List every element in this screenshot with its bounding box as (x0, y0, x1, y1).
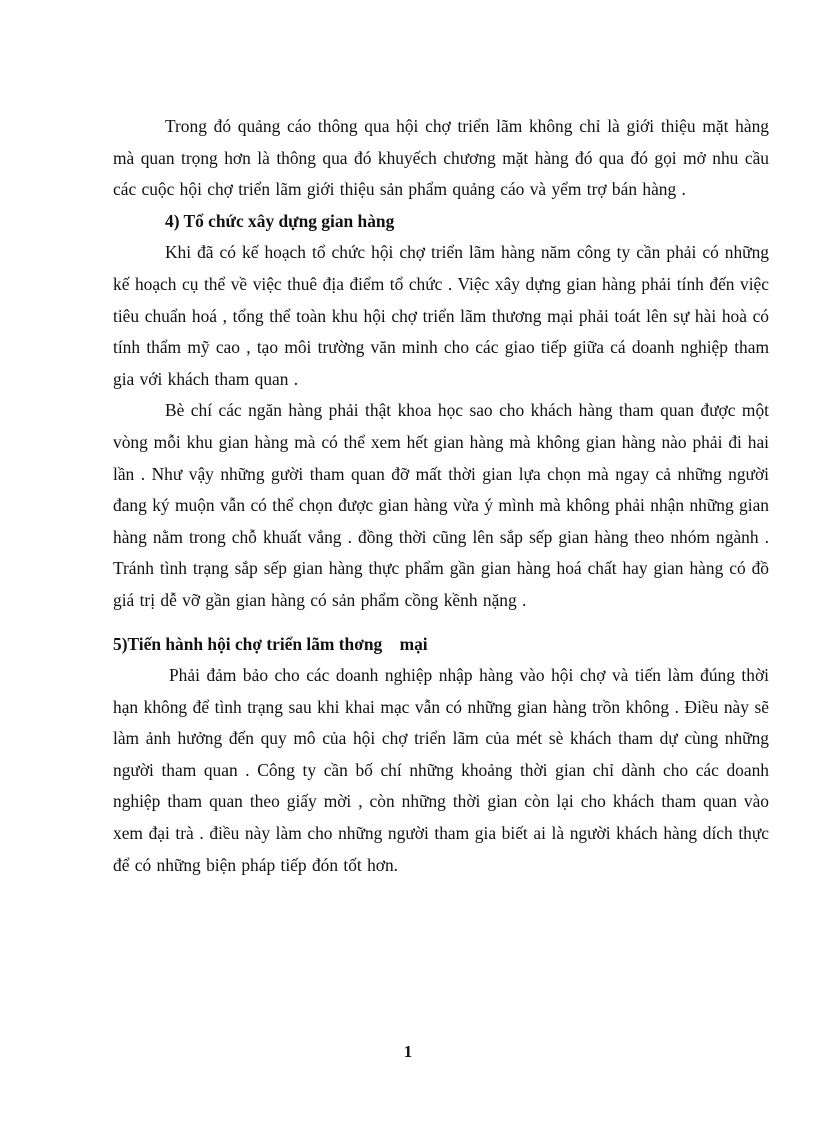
section-spacer (113, 617, 769, 629)
paragraph-booth-planning: Khi đã có kế hoạch tổ chức hội chợ triển lãm hàng năm công ty cần phải có những kế hoạch cụ thể về việc thuê địa điểm tổ chức . Việc xây dựng gian hàng phải tính đến việc tiêu chuẩn hoá , tổng thể toàn khu hội chợ triển lãm thương mại phải toát lên sự hài hoà có tính thẩm mỹ cao , tạo môi trường văn minh cho các giao tiếp giữa cá doanh nghiệp tham gia với khách tham quan . (113, 242, 769, 389)
page-number: 1 (403, 1042, 413, 1061)
document-body (113, 111, 769, 881)
paragraph-fair-execution: Phải đảm bảo cho các doanh nghiệp nhập hàng vào hội chợ và tiến làm đúng thời hạn không để tình trạng sau khi khai mạc vẫn có những gian hàng trồn không . Điều này sẽ làm ảnh hưởng đến quy mô của hội chợ triển lãm của mét sè khách tham dự cùng những người tham quan . Công ty cần bố chí những khoảng thời gian chỉ dành cho các doanh nghiệp tham quan theo giấy mời , còn những thời gian còn lại cho khách tham quan vào xem đại trà . điều này làm cho những người tham gia biết ai là người khách hàng dích thực để có những biện pháp tiếp đón tốt hơn. (113, 665, 769, 875)
paragraph-booth-layout: Bè chí các ngăn hàng phải thật khoa học sao cho khách hàng tham quan được một vòng mỗi khu gian hàng mà có thể xem hết gian hàng mà không gian hàng nào phải đi hai lần . Như vậy những gười tham quan đỡ mất thời gian lựa chọn mà ngay cả những người đang ký muộn vẫn có thể chọn được gian hàng vừa ý mình mà không phải nhận những gian hàng nằm trong chỗ khuất vắng . đồng thời cũng lên sắp sếp gian hàng theo nhóm ngành . Tránh tình trạng sắp sếp gian hàng thực phẩm gần gian hàng hoá chất hay gian hàng có đồ giá trị dễ vỡ gần gian hàng có sản phẩm cồng kềnh nặng . (113, 400, 769, 610)
paragraph-advertising: Trong đó quảng cáo thông qua hội chợ triển lãm không chỉ là giới thiệu mặt hàng mà quan trọng hơn là thông qua đó khuyếch chương mặt hàng đó qua đó gọi mở nhu cầu các cuộc hội chợ triển lãm giới thiệu sản phẩm quảng cáo và yểm trợ bán hàng . (113, 116, 769, 200)
section-heading-5: 5)Tiến hành hội chợ triển lãm thơng mại (113, 633, 428, 654)
section-heading-4: 4) Tổ chức xây dựng gian hàng (165, 210, 395, 231)
